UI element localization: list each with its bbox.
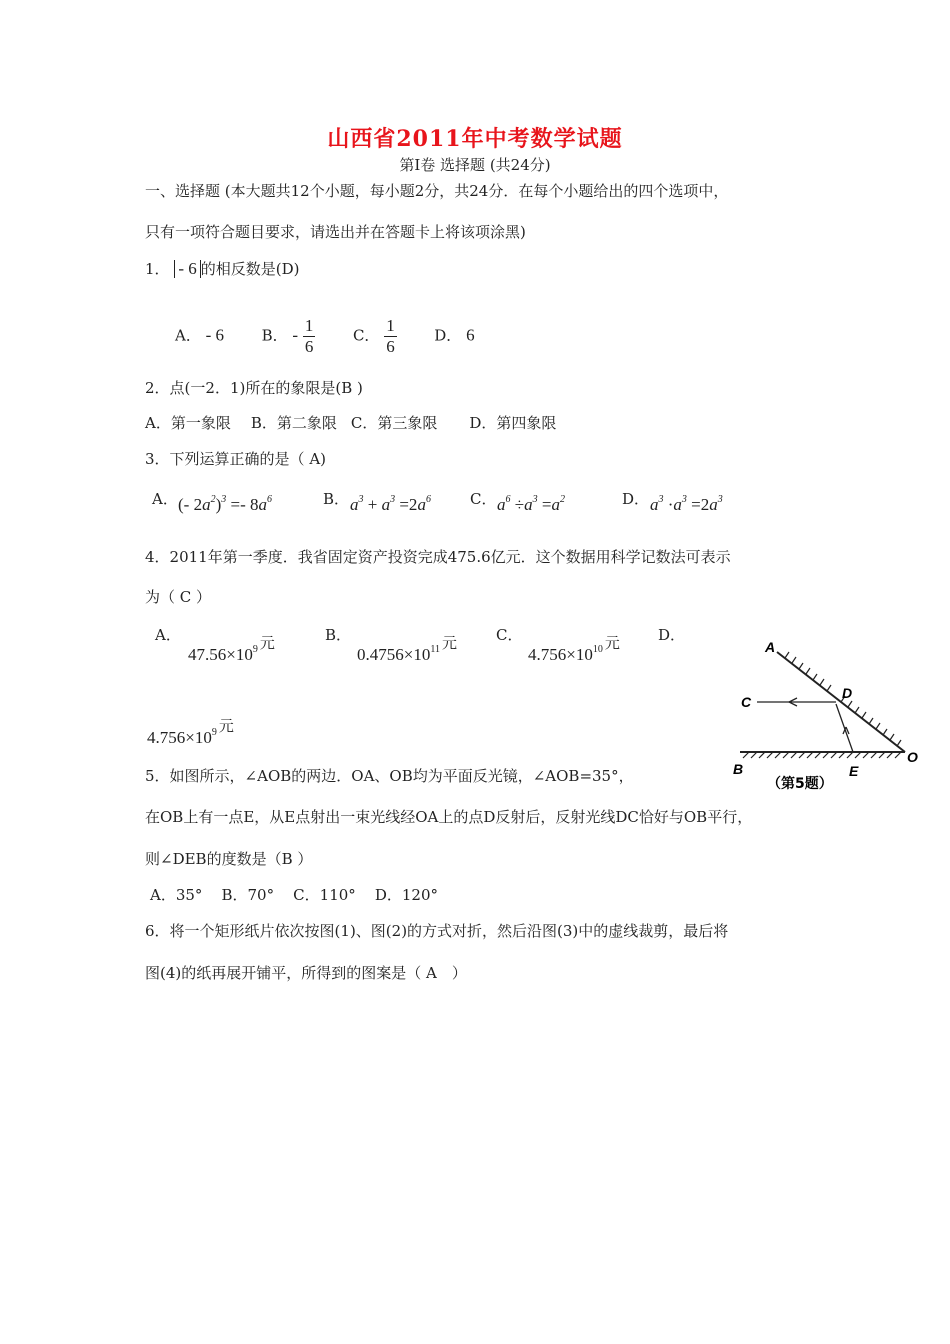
figure-label-b: B xyxy=(733,761,744,777)
q4-option-c-value: $4.756\times 10^{10}$ 元 xyxy=(528,636,620,664)
q3-option-b-expression: $a^3 + a^3 =2a^6$ xyxy=(350,494,431,514)
q1-option-a-value: - 6 xyxy=(205,325,225,345)
q1-option-a-label: A． xyxy=(175,326,201,345)
figure-caption: （第5题） xyxy=(767,776,833,792)
q4-option-a-value: $47.56\times 10^9$ 元 xyxy=(188,636,275,664)
question-6-stem-line1: 6．将一个矩形纸片依次按图(1)、图(2)的方式对折，然后沿图(3)中的虚线裁剪，最后将 xyxy=(145,922,729,940)
section-intro-line2: 只有一项符合题目要求，请选出并在答题卡上将该项涂黑) xyxy=(145,223,526,241)
section-intro-line1: 一、选择题 (本大题共12个小题，每小题2分，共24分．在每个小题给出的四个选项中， xyxy=(145,182,729,200)
incident-ray-ed xyxy=(836,704,853,752)
absolute-value-expression: - 6 xyxy=(174,260,200,278)
q1-option-b-fraction: $\frac{1}{6}$ xyxy=(304,316,314,356)
q3-option-d-label: D． xyxy=(622,490,650,508)
question-3-stem: 3．下列运算正确的是（ A) xyxy=(145,450,326,468)
page-title: 山西省2011年中考数学试题 xyxy=(327,126,623,152)
q1-option-d-label: D． xyxy=(434,326,462,345)
question-1-options: A． - 6 B． - $\frac{1}{6}$ C． $\frac{1}{6}$ D． 6 xyxy=(175,316,475,356)
question-6-stem-line2: 图(4)的纸再展开铺平，所得到的图案是（ A ） xyxy=(145,964,467,982)
q4-option-d-label: D． xyxy=(658,626,686,644)
question-4-stem-line2: 为（ C ） xyxy=(145,588,212,606)
q4-option-b-value: $0.4756\times 10^{11}$ 元 xyxy=(357,636,457,664)
figure-label-e: E xyxy=(849,763,859,779)
q3-option-a-label: A． xyxy=(152,490,178,508)
figure-label-d: D xyxy=(842,685,853,701)
question-5-options: A．35° B．70° C．110° D．120° xyxy=(150,886,439,904)
q4-option-c-label: C． xyxy=(496,626,523,644)
q1-option-c-fraction: $\frac{1}{6}$ xyxy=(386,316,395,356)
q4-option-d-value: $4.756\times 10^9$ 元 xyxy=(147,719,234,747)
q1-option-d-value: 6 xyxy=(466,325,475,345)
q1-option-b-label: B． xyxy=(261,326,288,345)
q3-option-b-label: B． xyxy=(323,490,350,508)
figure-label-a: A xyxy=(765,639,776,655)
q4-option-b-label: B． xyxy=(325,626,352,644)
q3-option-c-expression: $a^6 \div a^3 =a^2$ xyxy=(497,494,565,514)
question-2-options: A．第一象限 B．第二象限 C．第三象限 D．第四象限 xyxy=(145,414,557,432)
q3-option-d-expression: $a^3 \cdot a^3 =2a^3$ xyxy=(650,494,723,514)
question-5-stem-line1: 5．如图所示，∠AOB的两边．OA、OB均为平面反光镜，∠AOB=35°， xyxy=(145,767,634,785)
q1-option-c-label: C． xyxy=(352,326,380,345)
page-subtitle: 第Ⅰ卷 选择题 (共24分) xyxy=(399,156,551,174)
question-4-stem-line1: 4．2011年第一季度．我省固定资产投资完成475.6亿元．这个数据用科学记数法可表示 xyxy=(145,548,731,566)
figure-label-c: C xyxy=(741,694,752,710)
question-1-stem: 1． - 6 的相反数是(D) xyxy=(145,259,300,278)
question-5-stem-line2: 在OB上有一点E，从E点射出一束光线经OA上的点D反射后，反射光线DC恰好与OB平行， xyxy=(145,808,753,826)
q3-option-a-expression: (- $2a^2)^3 =- 8a^6$ xyxy=(178,494,272,514)
q4-option-a-label: A． xyxy=(155,626,181,644)
question-5-stem-line3: 则∠DEB的度数是（B ） xyxy=(145,850,313,868)
q3-option-c-label: C． xyxy=(470,490,497,508)
figure-label-o: O xyxy=(907,749,918,765)
question-2-stem: 2．点(一2．1)所在的象限是(B ) xyxy=(145,379,363,397)
question-5-figure xyxy=(725,630,925,800)
